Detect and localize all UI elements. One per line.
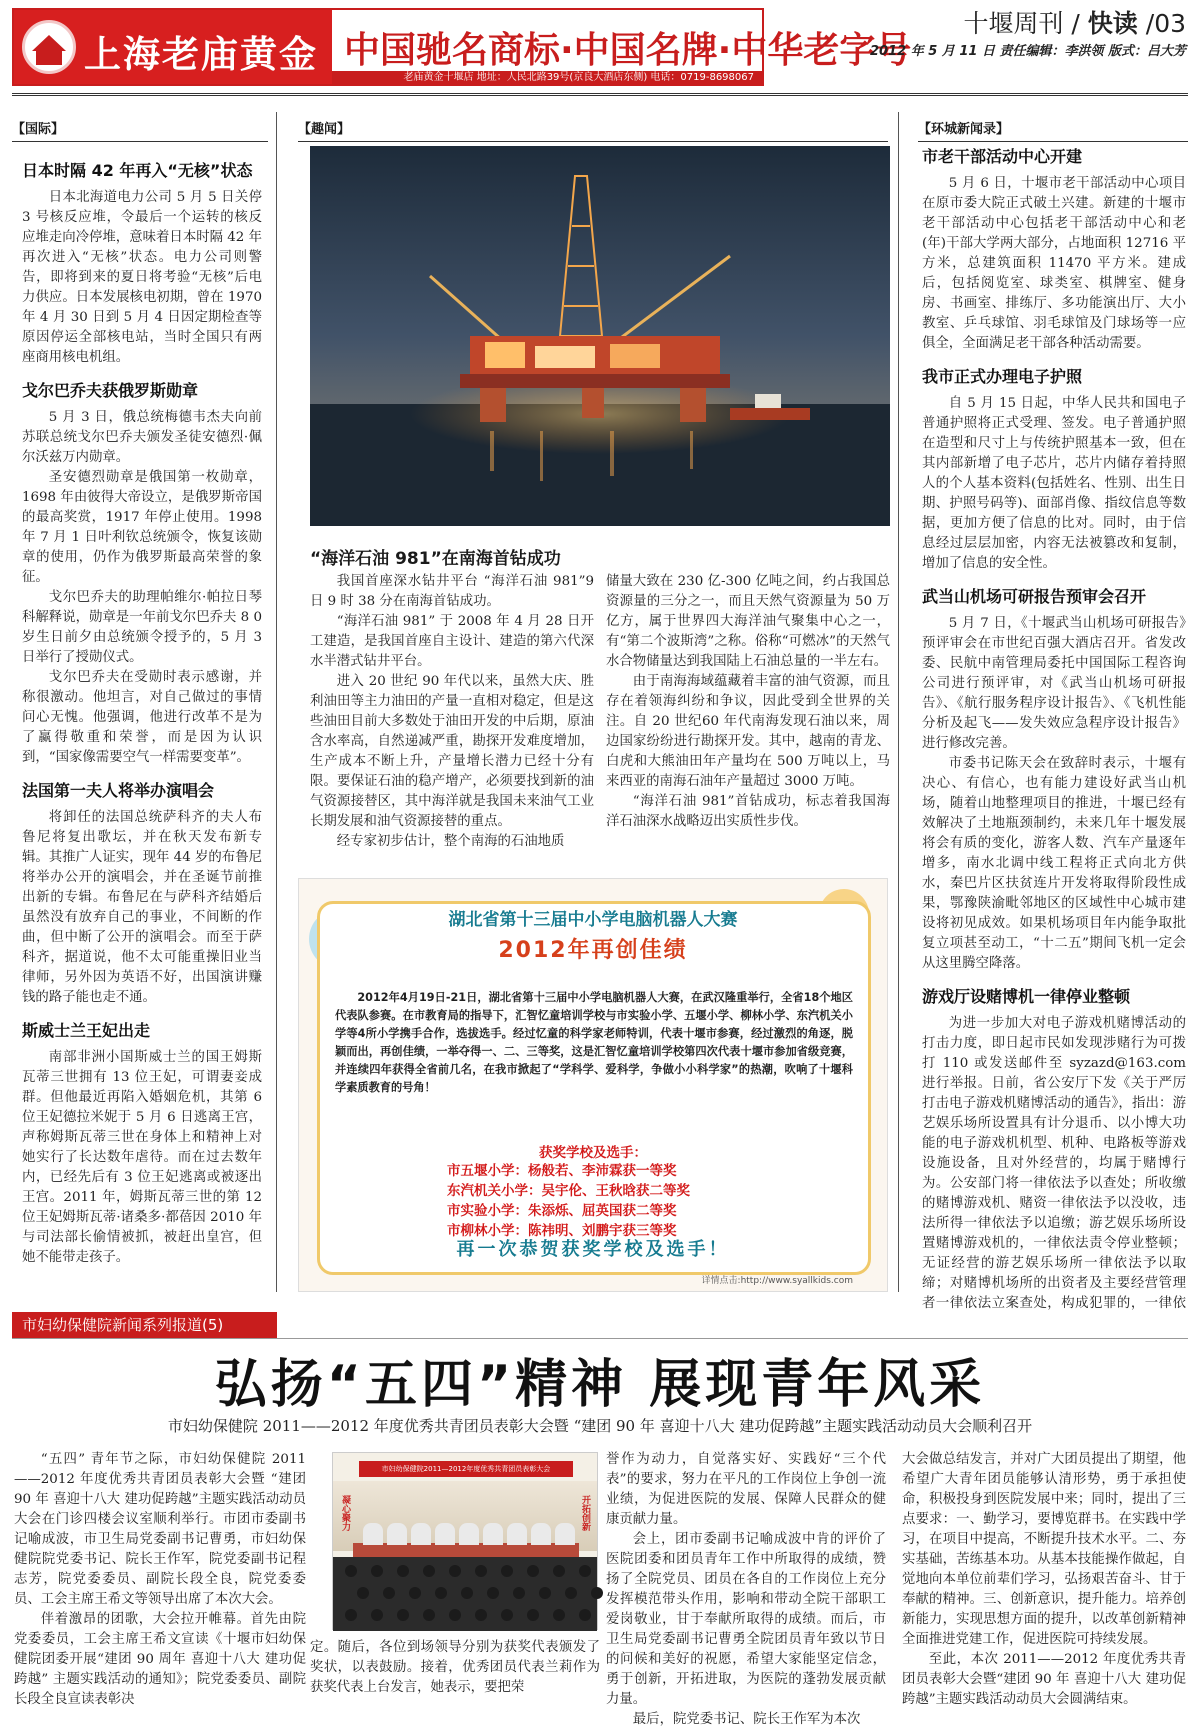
article-paragraph: 5 月 3 日，俄总统梅德韦杰夫向前苏联总统戈尔巴乔夫颁发圣徒安德烈·佩尔沃兹万内勋章。 xyxy=(22,410,262,465)
column-tag-city-news: 【环城新闻录】 xyxy=(918,118,1188,142)
ad-logo-box xyxy=(14,10,332,84)
oil-rig-photo xyxy=(310,146,890,526)
audience-head xyxy=(449,1609,461,1621)
audience-head xyxy=(527,1565,539,1577)
winner-line: 市实验小学：朱添烁、屈英国获二等奖 xyxy=(447,1203,677,1219)
column-divider xyxy=(898,112,899,1292)
audience-head xyxy=(579,1609,591,1621)
rig-article-col1 xyxy=(310,572,594,852)
audience-head xyxy=(409,1587,421,1599)
winners-list xyxy=(447,1161,807,1241)
speaker-figure xyxy=(411,1523,431,1545)
rig-headline: “海洋石油 981”在南海首钻成功 xyxy=(310,549,561,569)
section-subtitle: 快读 xyxy=(1087,9,1138,38)
speaker-figure xyxy=(507,1523,527,1545)
article-paragraph: 圣安德烈勋章是俄国第一枚勋章，1698 年由彼得大帝设立，是俄罗斯帝国的最高奖赏，1917 年停止使用。1998 年 7 月 1 日叶利钦总统颁令，恢复该勋章的使用，仍作为俄罗斯最高荣誉的象征。 xyxy=(22,470,262,585)
feature-subheadline: 市妇幼保健院 2011——2012 年度优秀共青团员表彰大会暨 “建团 90 年 喜迎十八大 建功促跨越”主题实践活动动员大会顺利召开 xyxy=(167,1417,1033,1435)
audience-head xyxy=(475,1565,487,1577)
audience-head xyxy=(591,1587,603,1599)
audience-head xyxy=(513,1587,525,1599)
audience-head xyxy=(501,1609,513,1621)
ad-link[interactable]: 详情点击:http://www.syallkids.com xyxy=(701,1276,853,1286)
speaker-figure xyxy=(531,1523,551,1545)
event-photo xyxy=(332,1452,598,1630)
audience-head xyxy=(553,1565,565,1577)
audience-head xyxy=(435,1587,447,1599)
article-paragraph: 储量大致在 230 亿-300 亿吨之间，约占我国总资源量的三分之一，而且天然气资源量为 50 万亿方，属于世界四大海洋油气聚集中心之一，有“第二个波斯湾”之称。俗称“可燃冰”的天然气水合物储量达到我国陆上石油总量的一半左右。 xyxy=(606,574,890,669)
article-paragraph: 进入 20 世纪 90 年代以来，虽然大庆、胜利油田等主力油田的产量一直相对稳定，但是这些油田目前大多数处于油田开发的中后期，原油含水率高，自然递减严重，勘探开发难度增加，生产成本不断上升，产量增长潜力已经十分有限。要保证石油的稳产增产，必须要找到新的油气资源接替区，其中海洋就是我国未来油气工业长期发展和油气资源接替的重点。 xyxy=(310,674,594,829)
article-paragraph: 将卸任的法国总统萨科齐的夫人布鲁尼将复出歌坛，并在秋天发布新专辑。其推广人证实，现年 44 岁的布鲁尼将举办公开的演唱会，并在圣诞节前推出新的专辑。布鲁尼在与萨科齐结婚后虽然没有放弃自己的事业，不间断的作曲，但中断了公开的演唱会。而至于萨科齐，据道说，他不太可能重操旧业当律师，另外因为英语不好，出国演讲赚钱的路子能也走不通。 xyxy=(22,810,262,1005)
column-divider xyxy=(276,112,277,1292)
article-paragraph: 日本北海道电力公司 5 月 5 日关停 3 号核反应堆，令最后一个运转的核反应堆走向冷停堆，意味着日本时隔 42 年再次进入“无核”状态。电力公司则警告，即将到来的夏日将考验“无核”后电力供应。日本发展核电初期，曾在 1970 年 4 月 30 日到 5 月 4 日因定期检查等原因停运全部核电站，当时全国只有两座商用核电机组。 xyxy=(22,190,262,365)
audience-head xyxy=(371,1609,383,1621)
feature-col4 xyxy=(902,1450,1186,1731)
article-paragraph: 戈尔巴乔夫在受勋时表示感谢，并称很激动。他坦言，对自己做过的事情问心无愧。他强调，他进行改革不是为了赢得敬重和荣誉，而是因为认识到，“国家像需要空气一样需要变革”。 xyxy=(22,670,262,765)
audience-head xyxy=(423,1565,435,1577)
audience-head xyxy=(461,1587,473,1599)
article-paragraph: 至此，本次 2011——2012 年度优秀共青团员表彰大会暨“建团 90 年 喜迎十八大 建功促跨越”主题实践活动动员大会圆满结束。 xyxy=(902,1652,1186,1707)
photo-banner: 市妇幼保健院2011—2012年度优秀共青团员表彰大会 xyxy=(359,1461,573,1477)
ad-subtitle: 2012年再创佳绩 xyxy=(498,938,688,963)
article-title[interactable]: 戈尔巴乔夫获俄罗斯勋章 xyxy=(22,381,199,400)
audience-head xyxy=(539,1587,551,1599)
audience-head xyxy=(487,1587,499,1599)
speaker-figure xyxy=(435,1523,455,1545)
article-title[interactable]: 法国第一夫人将举办演唱会 xyxy=(22,781,215,800)
masthead-divider xyxy=(12,93,1188,96)
audience-head xyxy=(501,1565,513,1577)
ad-address: 老庙黄金十堰店 地址：人民北路39号(京良大酒店东侧) 电话：0719-8698067 xyxy=(332,71,762,84)
winners-heading: 获奖学校及选手： xyxy=(539,1145,647,1161)
article-paragraph: 自 5 月 15 日起，中华人民共和国电子普通护照将正式受理、签发。电子普通护照在造型和尺寸上与传统护照基本一致，但在其内部新增了电子芯片，芯片内储存着持照人的个人基本资料(包括姓名、性别、出生日期、护照号码等)、面部肖像、指纹信息等数据，更加方便了信息的比对。同时，由于信息经过层层加密，内容无法被篡改和复制，增加了信息的安全性。 xyxy=(922,396,1186,571)
ad-congrats: 再一次恭贺获奖学校及选手！ xyxy=(456,1239,730,1260)
audience-head xyxy=(527,1609,539,1621)
article-paragraph: “海洋石油 981” 于 2008 年 4 月 28 日开工建造，是我国首座自主设计、建造的第六代深水半潜式钻井平台。 xyxy=(310,614,594,669)
series-label: 市妇幼保健院新闻系列报道(5) xyxy=(22,1316,224,1334)
page-number: 03 xyxy=(1154,9,1186,38)
audience-head xyxy=(397,1609,409,1621)
column-tag-anecdotes: 【趣闻】 xyxy=(298,118,888,142)
audience-head xyxy=(371,1565,383,1577)
article-title[interactable]: 我市正式办理电子护照 xyxy=(922,367,1083,386)
audience-head xyxy=(397,1565,409,1577)
speaker-figure xyxy=(387,1523,407,1545)
article-paragraph: 誉作为动力，自觉落实好、实践好“三个代表”的要求，努力在平凡的工作岗位上争创一流业绩，为促进医院的发展、保障人民群众的健康贡献力量。 xyxy=(606,1452,886,1527)
article-paragraph: 伴着激昂的团歌，大会拉开帷幕。首先由院党委委员，工会主席王希文宣读《十堰市妇幼保健院团委开展“建团 90 周年 喜迎十八大 建功促跨越” 主题实践活动的通知》；院党委委员、副院长段全良宣读表彰决 xyxy=(14,1612,306,1707)
ad-body: 2012年4月19日-21日，湖北省第十三届中小学电脑机器人大赛，在武汉隆重举行，全省18个地区代表队参赛。在市教育局的指导下，汇智忆童培训学校与市实验小学、五堰小学、柳林小学、东汽机关小学等4所小学携手合作，选拔选手。经过忆童的科学家老师特训，代表十堰市参赛，经过激烈的角逐，脱颖而出，再创佳绩，一举夺得一、二、三等奖，这是汇智忆童培训学校第四次代表十堰市参加省级竞赛，并连续四年获得全省前几名，在我市掀起了“学科学、爱科学，争做小小科学家”的热潮，吹响了十堰科学素质教育的号角！ xyxy=(335,991,853,1094)
issue-line: 2012 年 5 月 11 日 责任编辑：李洪领 版式：吕大芳 xyxy=(870,44,1186,59)
speaker-figure xyxy=(555,1523,575,1545)
rig-article-col2 xyxy=(606,572,890,832)
ad-brand-name: 上海老庙黄金 xyxy=(84,32,318,76)
temple-logo-icon xyxy=(22,20,76,74)
article-paragraph: “海洋石油 981”首钻成功，标志着我国海洋石油深水战略迈出实质性步伐。 xyxy=(606,794,890,829)
article-paragraph: 由于南海海域蕴藏着丰富的油气资源，而且存在着领海纠纷和争议，因此受到全世界的关注。自 20 世纪60 年代南海发现石油以来，周边国家纷纷进行勘探开发。其中，越南的青龙、白虎和大熊油田年产量均在 500 万吨以上，马来西亚的南海石油年产量超过 3000 万吨。 xyxy=(606,674,890,789)
audience-head xyxy=(357,1587,369,1599)
photo-left-slogan: 凝心聚力 xyxy=(340,1495,350,1531)
audience-head xyxy=(345,1609,357,1621)
winner-line: 东汽机关小学：吴宇伦、王秋晗获二等奖 xyxy=(447,1183,690,1199)
article-paragraph: 大会做总结发言，并对广大团员提出了期望，他希望广大青年团员能够认清形势，勇于承担使命，积极投身到医院发展中来；同时，提出了三点要求：一、勤学习，要博览群书。在实践中学习，在项目中提高，不断提升技术水平。二、夯实基础，苦练基本功。从基本技能操作做起，自觉地向本单位前辈们学习，弘扬艰苦奋斗、甘于奉献的精神。三、创新意识，提升能力。培养创新能力，实现思想方面的提升，以改革创新精神全面推进党建工作，促进医院可持续发展。 xyxy=(902,1452,1186,1647)
article-paragraph: 戈尔巴乔夫的助理帕维尔·帕拉日琴科解释说，勋章是一年前戈尔巴乔夫 8 0 岁生日前夕由总统颁令授予的，5 月 3 日举行了授勋仪式。 xyxy=(22,590,262,665)
article-paragraph: 最后，院党委书记、院长王作军为本次 xyxy=(632,1712,861,1727)
article-paragraph: 经专家初步估计，整个南海的石油地质 xyxy=(336,834,565,849)
robot-contest-ad[interactable] xyxy=(298,878,888,1292)
audience-head xyxy=(383,1587,395,1599)
gold-ad-banner[interactable] xyxy=(12,8,912,86)
audience-head xyxy=(345,1565,357,1577)
article-title[interactable]: 日本时隔 42 年再入“无核”状态 xyxy=(22,161,253,180)
ad-title: 湖北省第十三届中小学电脑机器人大赛 xyxy=(448,910,738,930)
section-title: 十堰周刊 xyxy=(963,9,1064,38)
masthead xyxy=(0,0,1200,100)
section-name: 十堰周刊 / 快读 /03 xyxy=(963,9,1186,38)
article-title[interactable]: 游戏厅设赌博机一律停业整顿 xyxy=(922,987,1131,1006)
article-paragraph: “五四” 青年节之际，市妇幼保健院 2011——2012 年度优秀共青团员表彰大会暨 “建团 90 年 喜迎十八大 建功促跨越”主题实践活动动员大会在门诊四楼会议室顺利举行。市团市委副书记喻成波，市卫生局党委副书记曹勇，市妇幼保健院院党委书记、院长王作军，院党委副书记程志芳，院党委委员、副院长段全良，院党委委员、工会主席王希文等领导出席了本次大会。 xyxy=(14,1452,306,1607)
article-paragraph: 5 月 7 日，《十堰武当山机场可研报告》预评审会在市世纪百强大酒店召开。省发改委、民航中南管理局委托中国国际工程咨询公司进行预评审，对《武当山机场可研报告》、《航行服务程序设计报告》、《飞机性能分析及起飞——发失效应急程序设计报告》进行修改完善。 xyxy=(922,616,1186,751)
speaker-figure xyxy=(459,1523,479,1545)
city-news-column xyxy=(922,146,1186,1311)
photo-right-slogan: 开拓创新 xyxy=(580,1495,590,1531)
audience-head xyxy=(579,1565,591,1577)
series-divider xyxy=(12,1338,1188,1339)
speaker-figure xyxy=(363,1523,383,1545)
audience-head xyxy=(565,1587,577,1599)
article-paragraph: 南部非洲小国斯威士兰的国王姆斯瓦蒂三世拥有 13 位王妃，可谓妻妾成群。但他最近再陷入婚姻危机，其第 6 位王妃德拉米妮于 5 月 6 日逃离王宫，声称姆斯瓦蒂三世在身体上和精神上对她实行了长达数年虐待。而在过去数年内，已经先后有 3 位王妃逃离或被逐出王宫。2011 年，姆斯瓦蒂三世的第 12 位王妃姆斯瓦蒂·诸桑多·都蓓因 2010 年与司法部长偷情被抓，被赶出皇宫，但她不能带走孩子。 xyxy=(22,1050,262,1265)
winner-line: 市五堰小学：杨般若、李沛霖获一等奖 xyxy=(447,1163,677,1179)
feature-col2 xyxy=(310,1638,600,1728)
article-title[interactable]: 武当山机场可研报告预审会召开 xyxy=(922,587,1147,606)
feature-col1 xyxy=(14,1450,306,1731)
feature-col3 xyxy=(606,1450,886,1731)
article-paragraph: 会上，团市委副书记喻成波中肯的评价了医院团委和团员青年工作中所取得的成绩，赞扬了全院党员、团员在各自的工作岗位上充分发挥模范带头作用，影响和带动全院干部职工爱岗敬业，甘于奉献所取得的成绩。而后，市卫生局党委副书记曹勇全院团员青年致以节日的问候和美好的祝愿，希望大家能坚定信念，勇于创新，开拓进取，为医院的蓬勃发展贡献力量。 xyxy=(606,1532,886,1707)
ad-slogan: 中国驰名商标·中国名牌·中华老字号 xyxy=(344,30,912,71)
column-tag-international: 【国际】 xyxy=(12,118,268,142)
article-paragraph: 市委书记陈天会在致辞时表示，十堰有决心、有信心，也有能力建设好武当山机场，随着山地整理项目的推进，十堰已经有效解决了土地瓶颈制约，未来几年十堰发展将会有质的变化，游客人数、汽车产量逐年增多，南水北调中线工程将正式向北方供水，秦巴片区扶贫连片开发将取得阶段性成果，鄂豫陕渝毗邻地区的区域性中心城市建设将初见成效。如果机场项目年内能争取批复立项甚至动工，“十二五”期间飞机一定会从这里腾空降落。 xyxy=(922,756,1186,971)
international-column xyxy=(22,160,262,1280)
speaker-figure xyxy=(483,1523,503,1545)
article-paragraph: 定。随后，各位到场领导分别为获奖代表颁发了奖状，以表鼓励。接着，优秀团员代表兰莉作为获奖代表上台发言，她表示，要把荣 xyxy=(310,1640,600,1695)
audience-head xyxy=(475,1609,487,1621)
winner-line: 市柳林小学：陈祎明、刘鹏宇获三等奖 xyxy=(447,1223,677,1239)
audience-head xyxy=(449,1565,461,1577)
article-title[interactable]: 市老干部活动中心开建 xyxy=(922,147,1083,166)
audience-head xyxy=(553,1609,565,1621)
article-paragraph: 我国首座深水钻井平台 “海洋石油 981”9 日 9 时 38 分在南海首钻成功。 xyxy=(310,574,594,609)
feature-headline: 弘扬“五四”精神 展现青年风采 xyxy=(214,1355,986,1415)
audience-head xyxy=(423,1609,435,1621)
article-title[interactable]: 斯威士兰王妃出走 xyxy=(22,1021,151,1040)
article-paragraph: 为进一步加大对电子游戏机赌博活动的打击力度，即日起市民如发现涉赌行为可拨打 110 或发送邮件至 syzazd@163.com 进行举报。日前，省公安厅下发《关于严厉打击电子游戏机赌博活动的通告》，指出：游艺娱乐场所设置具有计分退币、以小博大功能的电子游戏机机型、机种、电路板等游戏设施设备，且对外经营的，均属于赌博行为。公安部门将一律依法予以查处；所收缴的赌博游戏机、赌资一律依法予以没收，违法所得一律依法予以追缴；游艺娱乐场所设置赌博游戏机的，一律依法责令停业整顿；无证经营的游艺娱乐场所一律依法予以取缔；对赌博机场所的出资者及主要经营管理者一律依法立案查处，构成犯罪的，一律依 xyxy=(922,1016,1186,1311)
article-paragraph: 5 月 6 日，十堰市老干部活动中心项目在原市委大院正式破土兴建。新建的十堰市老干部活动中心包括老干部活动中心和老(年)干部大学两大部分，占地面积 12716 平方米，总建筑面积 11470 平方米。建成后，包括阅览室、球类室、棋牌室、健身房、书画室、排练厅、多功能演出厅、大小教室、乒乓球馆、羽毛球馆及门球场等一应俱全，全面满足老干部各种活动需要。 xyxy=(922,176,1186,351)
